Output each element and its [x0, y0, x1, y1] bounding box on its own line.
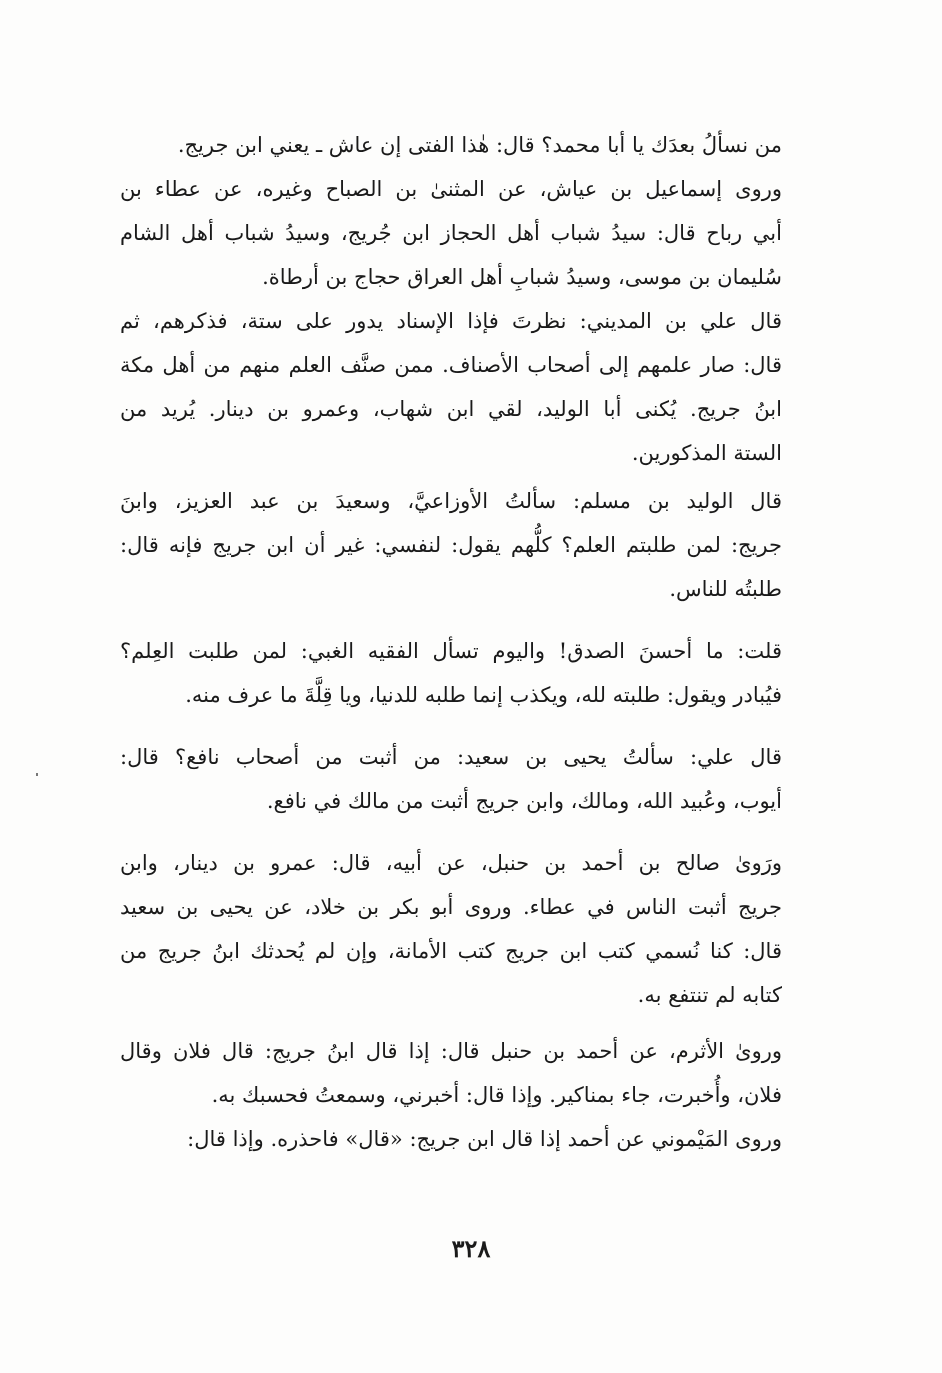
paragraph-5 [120, 629, 782, 717]
paragraph-gap [120, 717, 782, 735]
text-line: قال: صار علمهم إلى أصحاب الأصناف. ممن صنَّف العلم منهم من أهل مكة [120, 353, 782, 377]
text-line: الستة المذكورين. [631, 441, 782, 465]
paragraph-8 [120, 1029, 782, 1117]
paragraph-gap [120, 1017, 782, 1029]
text-line: أبي رباح قال: سيدُ شباب أهل الحجاز ابن جُريج، وسيدُ شباب أهل الشام [120, 221, 782, 245]
text-line: جريج: لمن طلبتم العلم؟ كلُّهم يقول: لنفسي: غير أن ابن جريج فإنه قال: [120, 533, 782, 557]
text-line: طلبتُه للناس. [669, 577, 782, 601]
paragraph-1 [120, 123, 782, 167]
paragraph-4 [120, 479, 782, 611]
body-text [120, 123, 782, 1161]
paragraph-3 [120, 299, 782, 475]
text-line: وروىٰ الأثرم، عن أحمد بن حنبل قال: إذا قال ابنُ جريج: قال فلان وقال [120, 1039, 782, 1063]
text-line: قال: كنا نُسمي كتب ابن جريج كتب الأمانة، وإن لم يُحدثك ابنُ جريج من [120, 939, 782, 963]
text-line: من نسألُ بعدَك يا أبا محمد؟ قال: هٰذا الفتى إن عاش ـ يعني ابن جريج. [177, 133, 782, 157]
paragraph-gap [120, 611, 782, 629]
paragraph-6 [120, 735, 782, 823]
text-line: وروى المَيْموني عن أحمد إذا قال ابن جريج: «قال» فاحذره. وإذا قال: [187, 1127, 782, 1151]
paragraph-gap [120, 823, 782, 841]
scan-speck [36, 773, 38, 776]
text-line: فلان، وأُخبرت، جاء بمناكير. وإذا قال: أخبرني، وسمعتُ فحسبك به. [211, 1083, 782, 1107]
text-line: ورَوىٰ صالح بن أحمد بن حنبل، عن أبيه، قال: عمرو بن دينار، وابن [120, 851, 782, 875]
text-line: قال علي بن المديني: نظرتَ فإذا الإسناد يدور على ستة، فذكرهم، ثم [120, 309, 782, 333]
text-line: قال علي: سألتُ يحيى بن سعيد: من أثبت من أصحاب نافع؟ قال: [120, 745, 782, 769]
page-number: ٣٢٨ [451, 1234, 491, 1263]
text-line: فيُبادر ويقول: طلبته لله، ويكذب إنما طلبه للدنيا، ويا قِلَّةَ ما عرف منه. [185, 683, 782, 707]
paragraph-2 [120, 167, 782, 299]
text-line: وروى إسماعيل بن عياش، عن المثنىٰ بن الصباح وغيره، عن عطاء بن [120, 177, 782, 201]
paragraph-9 [120, 1117, 782, 1161]
paragraph-7 [120, 841, 782, 1017]
text-line: قلت: ما أحسنَ الصدق! واليوم تسأل الفقيه الغبي: لمن طلبت العِلم؟ [120, 639, 782, 663]
text-line: أيوب، وعُبيد الله، ومالك، وابن جريج أثبت من مالك في نافع. [266, 789, 782, 813]
text-line: كتابه لم تنتفع به. [637, 983, 782, 1007]
text-line: قال الوليد بن مسلم: سألتُ الأوزاعيَّ، وسعيدَ بن عبد العزيز، وابنَ [120, 489, 782, 513]
text-line: ابنُ جريج. يُكنى أبا الوليد، لقي ابن شهاب، وعمرو بن دينار. يُريد من [120, 397, 782, 421]
text-line: سُليمان بن موسى، وسيدُ شبابِ أهل العراق حجاج بن أرطاة. [262, 265, 782, 289]
text-line: جريج أثبت الناس في عطاء. وروى أبو بكر بن خلاد، عن يحيى بن سعيد [120, 895, 782, 919]
